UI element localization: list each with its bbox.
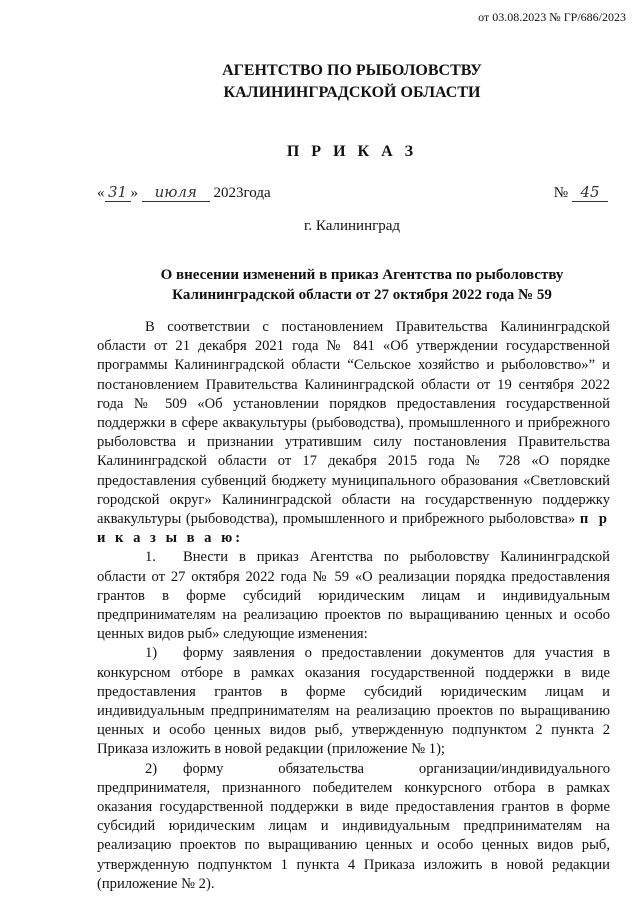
date-open-quote: « [97, 185, 105, 201]
date-month-handwritten: июля [142, 183, 210, 202]
order-number-handwritten: 45 [572, 183, 608, 202]
heading-line1: О внесении изменений в приказ Агентства по рыболовству [160, 267, 564, 283]
heading-line2: Калининградской области от 27 октября 2022 года № 59 [172, 287, 552, 303]
agency-name-line1: АГЕНТСТВО ПО РЫБОЛОВСТВУ [222, 62, 482, 79]
agency-name [0, 60, 640, 104]
order-number-prefix: № [553, 185, 568, 201]
list-item [97, 760, 610, 894]
item-text: форму заявления о предоставлении документов для участия в конкурсном отборе в рамках оказания государственной поддержки в виде предоставления грантов в форме субсидий юридическим лицам и индивидуальным предпринимателям на реализацию проектов по выращиванию ценных и особо ценных видов рыб, утвержденную подпунктом 2 пункта 2 Приказа изложить в новой редакции (приложение № 1); [97, 645, 610, 758]
date-day-handwritten: 31 [105, 183, 131, 202]
item-text: форму обязательства организации/индивидуального предпринимателя, признанного победителем конкурсного отбора в рамках оказания государственной поддержки в виде предоставления грантов в форме субсидий юридическим лицам и индивидуальным предпринимателям на реализацию проектов по выращиванию ценных и особо ценных видов рыб, утвержденную подпунктом 1 пункта 4 Приказа изложить в новой редакции (приложение № 2). [97, 760, 610, 892]
order-title: П Р И К А З [286, 143, 418, 160]
order-command: п р и к а з ы в а ю: [97, 511, 610, 547]
item-number: 1) [145, 645, 158, 662]
item-text: Внести в приказ Агентства по рыболовству Калининградской области от 27 октября 2022 года № 59 «О реализации порядка предоставления грантов в форме субсидий юридическим лицам и индивидуальным предпринимателям на реализацию проектов по выращиванию ценных и особо ценных видов рыб» следующие изменения: [97, 549, 610, 643]
document-body [97, 318, 610, 894]
list-item [97, 548, 610, 644]
date-close-quote: » [130, 185, 138, 201]
registration-stamp: от 03.08.2023 № ГР/686/2023 [478, 10, 626, 24]
city: г. Калининград [303, 218, 401, 234]
agency-name-line2: КАЛИНИНГРАДСКОЙ ОБЛАСТИ [223, 84, 481, 101]
document-heading [100, 265, 624, 305]
preamble-paragraph [97, 318, 610, 548]
date-year: 2023года [213, 185, 271, 201]
item-number: 1. [145, 549, 156, 566]
preamble-text: В соответствии с постановлением Правительства Калининградской области от 21 декабря 2021 года № 841 «Об утверждении государственной программы Калининградской области “Сельское хозяйство и рыболовство»” и постановлением Правительства Калининградской области от 19 сентября 2022 года № 509 «Об установлении порядков предоставления государственной поддержки в сфере аквакультуры (рыбоводства), промышленного и прибрежного рыболовства и признании утратившим силу постановления Правительства Калининградской области от 17 декабря 2015 года № 728 «О порядке предоставления субвенций бюджету муниципального образования «Светловский городской округ» Калининградской области на государственную поддержку аквакультуры (рыбоводства), промышленного и прибрежного рыболовства» [97, 319, 610, 528]
order-number [554, 183, 608, 202]
list-item [97, 644, 610, 759]
order-date [97, 183, 271, 202]
item-number: 2) [145, 760, 158, 777]
